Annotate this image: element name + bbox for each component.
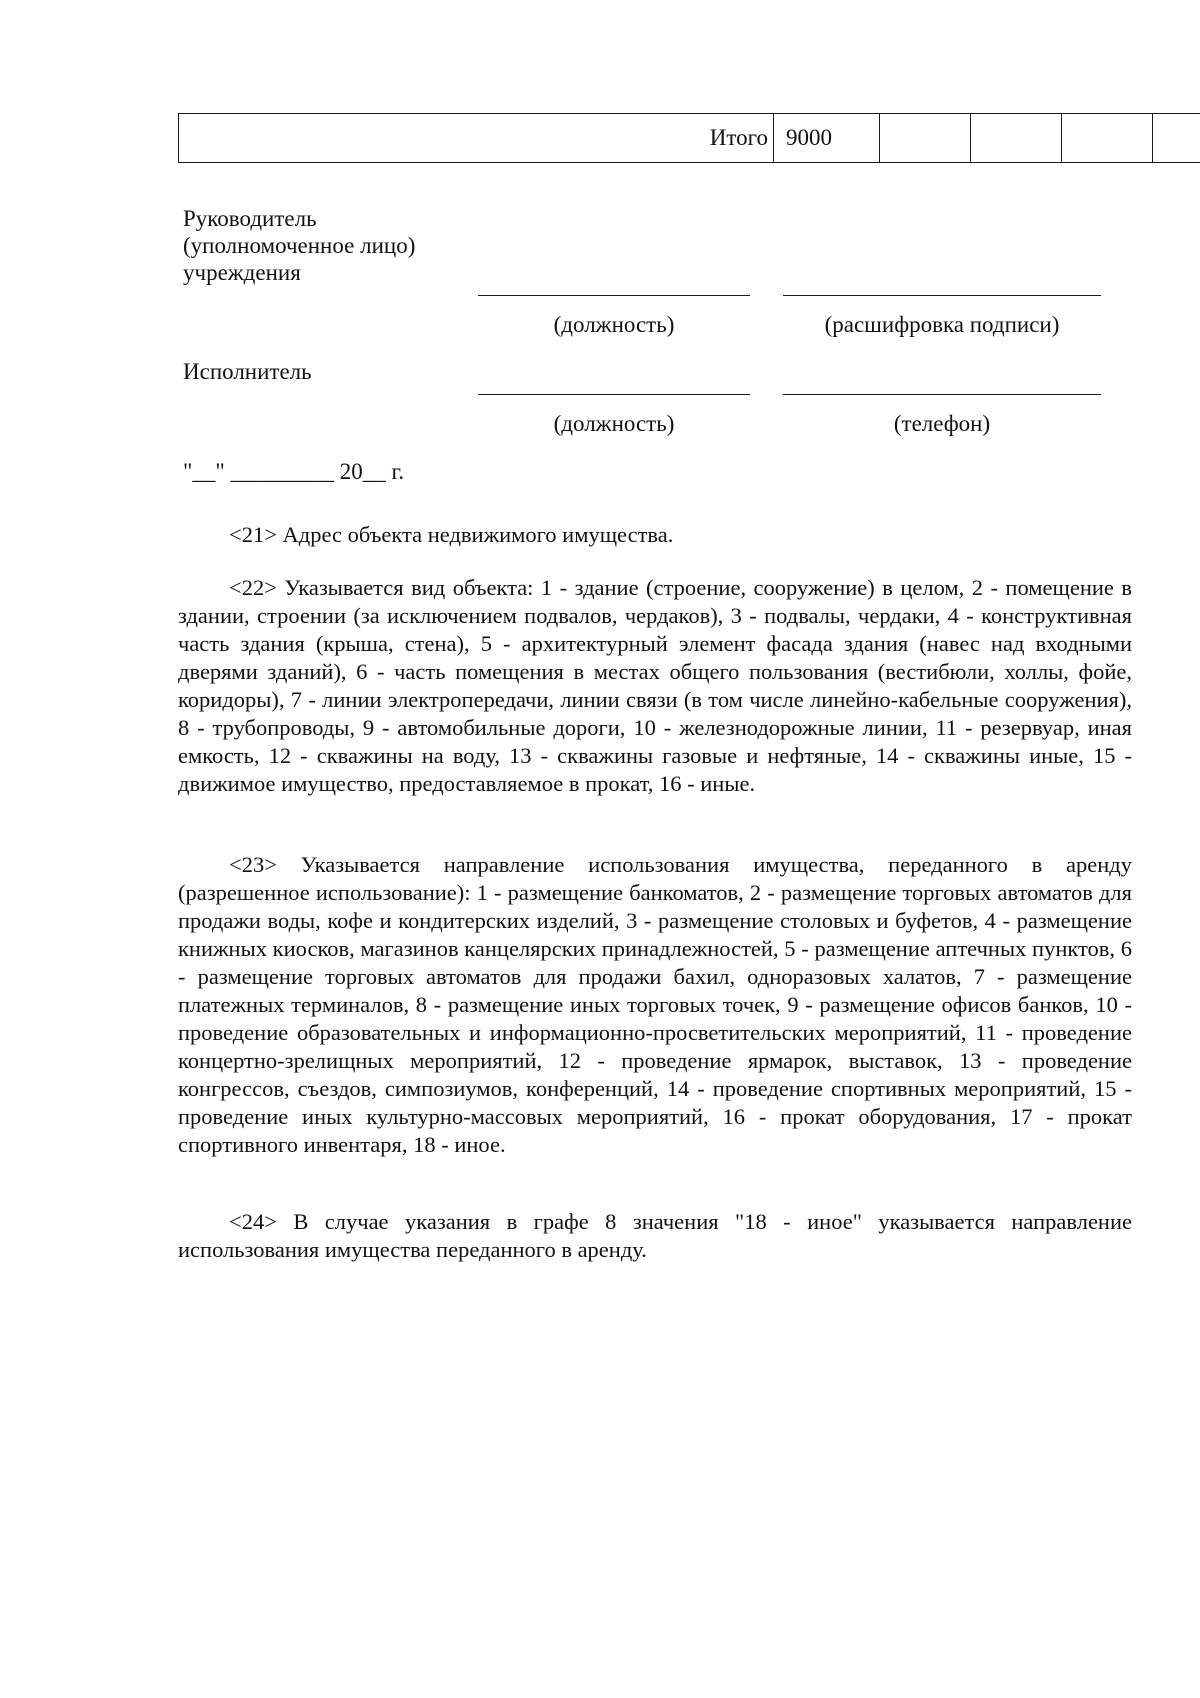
executor-position-signature-line [478,394,750,395]
head-position-signature-line [478,295,750,296]
totals-value: 9000 [774,114,880,163]
totals-row [179,114,1200,163]
footnote-23: <23> Указывается направление использования имущества, переданного в аренду (разрешенное использование): 1 - размещение банкоматов, 2 - размещение торговых автоматов для продажи воды, кофе и кондитерских изделий, 3 - размещение столовых и буфетов, 4 - размещение книжных киосков, магазинов канцелярских принадлежностей, 5 - размещение аптечных пунктов, 6 - размещение торговых автоматов для продажи бахил, одноразовых халатов, 7 - размещение платежных терминалов, 8 - размещение иных торговых точек, 9 - размещение офисов банков, 10 - проведение образовательных и информационно-просветительских мероприятий, 11 - проведение концертно-зрелищных мероприятий, 12 - проведение ярмарок, выставок, 13 - проведение конгрессов, съездов, симпозиумов, конференций, 14 - проведение спортивных мероприятий, 15 - проведение иных культурно-массовых мероприятий, 16 - прокат оборудования, 17 - прокат спортивного инвентаря, 18 - иное. [178,852,1132,1157]
executor-phone-signature-line [783,394,1101,395]
executor-position-caption: (должность) [553,411,675,436]
head-label-line: учреждения [183,260,301,285]
footnote-22: <22> Указывается вид объекта: 1 - здание (строение, сооружение) в целом, 2 - помещение в здании, строении (за исключением подвалов, чердаков), 3 - подвалы, чердаки, 4 - конструктивная часть здания (крыша, стена), 5 - архитектурный элемент фасада здания (навес над входными дверями зданий), 6 - часть помещения в местах общего пользования (вестибюли, холлы, фойе, коридоры), 7 - линии электропередачи, линии связи (в том числе линейно-кабельные сооружения), 8 - трубопроводы, 9 - автомобильные дороги, 10 - железнодорожные линии, 11 - резервуар, иная емкость, 12 - скважины на воду, 13 - скважины газовые и нефтяные, 14 - скважины иные, 15 - движимое имущество, предоставляемое в прокат, 16 - иные. [178,575,1132,796]
totals-empty-cell [880,114,971,163]
head-position-caption: (должность) [553,312,675,337]
head-label-line: (уполномоченное лицо) [183,233,416,258]
head-name-signature-line [783,295,1101,296]
totals-empty-cell [1062,114,1153,163]
totals-label: Итого [179,114,774,163]
footnote-24: <24> В случае указания в графе 8 значения "18 - иное" указывается направление использования имущества переданного в аренду. [178,1209,1132,1262]
totals-table [178,113,1200,163]
head-name-caption: (расшифровка подписи) [824,312,1060,337]
totals-empty-cell [971,114,1062,163]
signature-date-line: "__" _________ 20__ г. [183,459,405,484]
executor-phone-caption: (телефон) [893,411,991,436]
executor-label: Исполнитель [183,359,312,384]
head-label-line: Руководитель [183,206,317,231]
totals-empty-cell [1153,114,1200,163]
footnote-21: <21> Адрес объекта недвижимого имущества. [229,522,674,547]
